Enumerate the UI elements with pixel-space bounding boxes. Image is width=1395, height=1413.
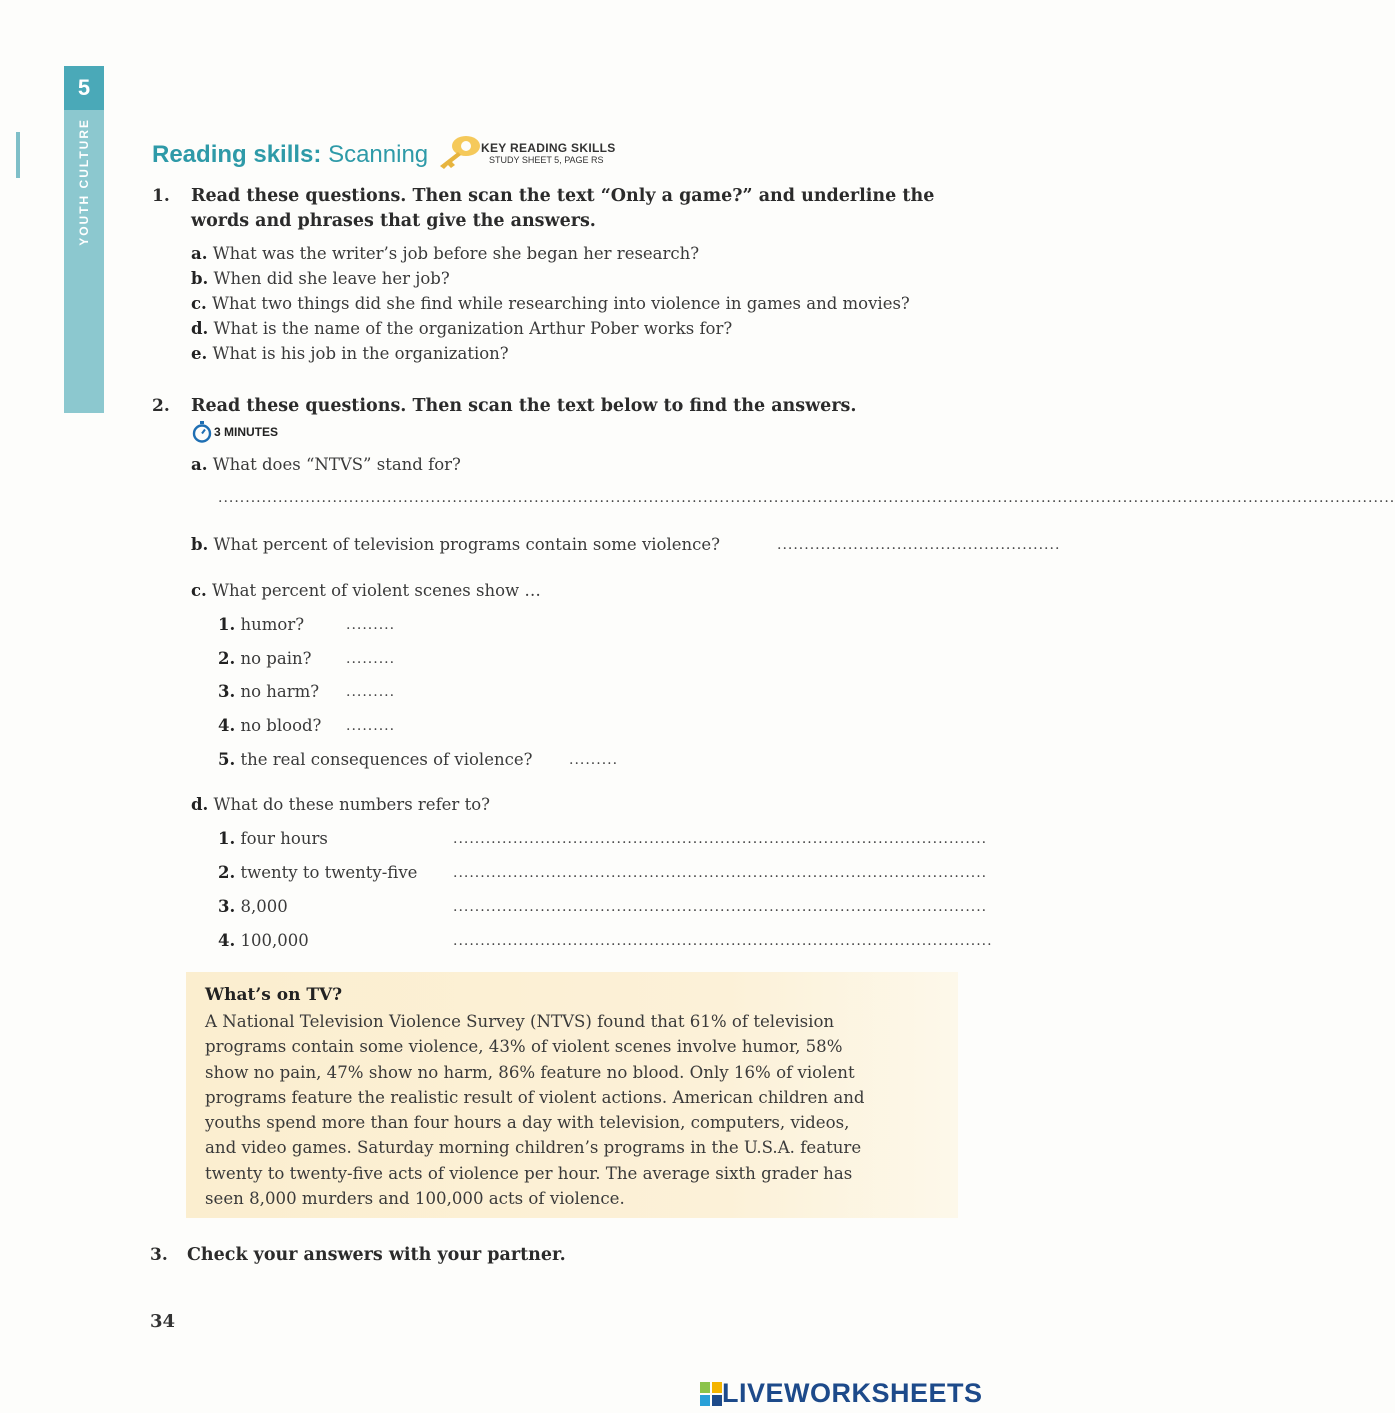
page-number: 34 — [150, 1311, 176, 1332]
q2d-item: 1. four hours — [218, 829, 328, 848]
q2-item-b: b. What percent of television programs contain some violence? — [191, 535, 720, 554]
answer-line-d1[interactable]: .................................................................................................. — [453, 831, 988, 847]
liveworksheets-logo-icon — [700, 1382, 722, 1406]
q1-item: d. What is the name of the organization Arthur Pober works for? — [191, 319, 733, 338]
reading-text-line: programs feature the realistic result of violent actions. American children and — [205, 1087, 865, 1107]
answer-line-d4[interactable]: ................................................................................................... — [453, 933, 993, 949]
reading-text-line: A National Television Violence Survey (NTVS) found that 61% of television — [205, 1012, 835, 1031]
q1-item: c. What two things did she find while researching into violence in games and movies? — [191, 294, 910, 313]
answer-line-c5[interactable]: ......... — [569, 752, 619, 768]
q2-item-a: a. What does “NTVS” stand for? — [191, 455, 461, 474]
liveworksheets-wordmark: LIVEWORKSHEETS — [722, 1378, 983, 1408]
reading-text-body — [205, 1009, 940, 1211]
heading-light: Scanning — [328, 141, 429, 168]
answer-line-c1[interactable]: ......... — [346, 617, 396, 633]
key-icon — [436, 134, 482, 170]
q1-item: b. When did she leave her job? — [191, 269, 450, 288]
reading-text-line: seen 8,000 murders and 100,000 acts of violence. — [205, 1189, 625, 1209]
answer-line-a[interactable]: ........................................................................................................................................................................................................................ — [218, 490, 1395, 506]
reading-text-title: What’s on TV? — [205, 985, 343, 1005]
reading-text-line: programs contain some violence, 43% of violent scenes involve humor, 58% — [205, 1037, 843, 1057]
q2-number: 2. — [152, 396, 170, 416]
q2-item-c: c. What percent of violent scenes show … — [191, 581, 541, 600]
answer-line-d3[interactable]: .................................................................................................. — [453, 899, 988, 915]
q2-item-d: d. What do these numbers refer to? — [191, 795, 490, 814]
answer-line-d2[interactable]: .................................................................................................. — [453, 865, 988, 881]
q2c-item: 1. humor? — [218, 615, 305, 634]
q2d-item: 4. 100,000 — [218, 931, 309, 950]
q2-text: Read these questions. Then scan the text below to find the answers. — [191, 396, 857, 416]
answer-line-c3[interactable]: ......... — [346, 684, 396, 700]
q1-item: a. What was the writer’s job before she began her research? — [191, 244, 700, 263]
q2c-item: 4. no blood? — [218, 716, 322, 735]
edge-marker — [16, 132, 20, 178]
q1-item: e. What is his job in the organization? — [191, 344, 509, 363]
answer-line-b[interactable]: .................................................... — [777, 537, 1061, 553]
q2c-item: 3. no harm? — [218, 682, 320, 701]
q1-line1: Read these questions. Then scan the text “Only a game?” and underline the — [191, 186, 935, 206]
q1-number: 1. — [152, 186, 170, 206]
heading-bold: Reading skills: — [152, 141, 322, 168]
liveworksheets-logo — [700, 1378, 983, 1409]
section-heading — [152, 141, 428, 169]
q2c-item: 2. no pain? — [218, 649, 312, 668]
key-skills-reference: STUDY SHEET 5, PAGE RS — [489, 155, 604, 165]
reading-text-line: show no pain, 47% show no harm, 86% feature no blood. Only 16% of violent — [205, 1062, 855, 1082]
unit-label: YOUTH CULTURE — [77, 118, 91, 246]
reading-text-line: youths spend more than four hours a day with television, computers, videos, — [205, 1113, 850, 1133]
q3-number: 3. — [150, 1245, 168, 1265]
answer-line-c2[interactable]: ......... — [346, 651, 396, 667]
q1-line2: words and phrases that give the answers. — [191, 211, 596, 231]
reading-text-line: twenty to twenty-five acts of violence per hour. The average sixth grader has — [205, 1163, 853, 1183]
stopwatch-icon — [192, 421, 212, 443]
timer-label: 3 MINUTES — [214, 425, 279, 439]
reading-text-line: and video games. Saturday morning children’s programs in the U.S.A. feature — [205, 1138, 862, 1158]
q2c-item: 5. the real consequences of violence? — [218, 750, 533, 769]
q2d-item: 2. twenty to twenty-five — [218, 863, 418, 882]
q3-text: Check your answers with your partner. — [187, 1245, 566, 1265]
key-skills-title: KEY READING SKILLS — [481, 141, 616, 155]
unit-number: 5 — [64, 66, 104, 110]
q2d-item: 3. 8,000 — [218, 897, 288, 916]
answer-line-c4[interactable]: ......... — [346, 718, 396, 734]
